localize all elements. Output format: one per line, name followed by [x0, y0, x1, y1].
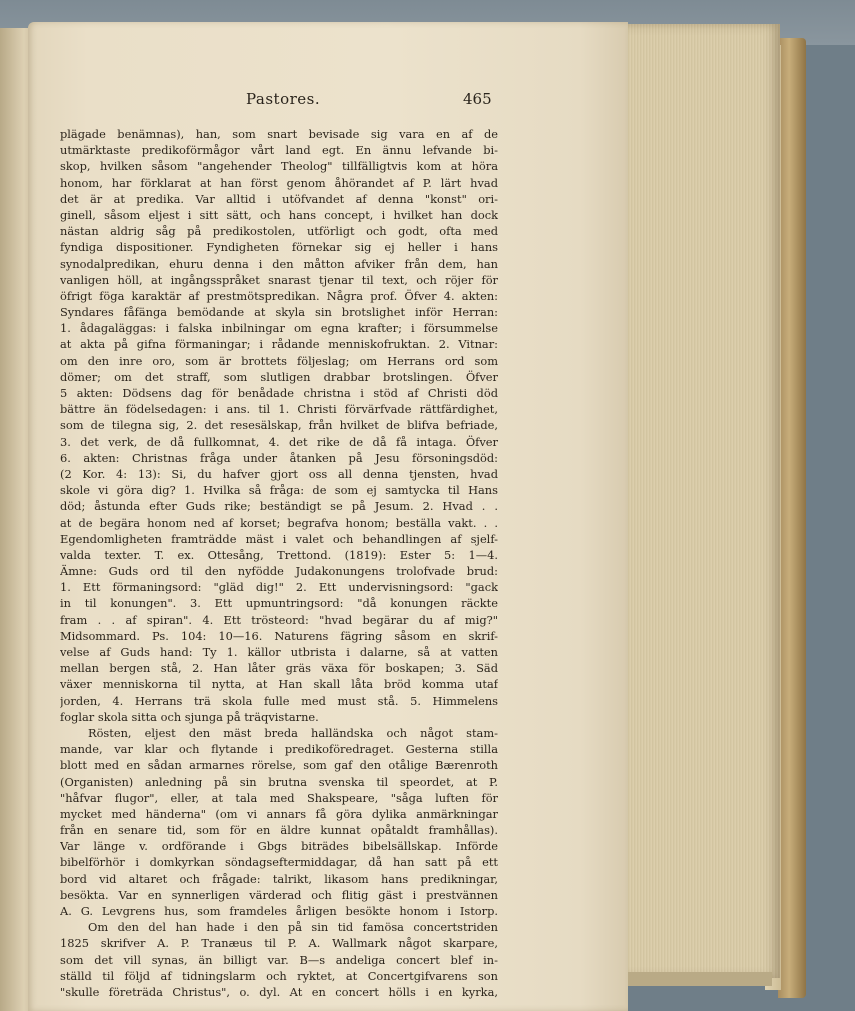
text-line: besökta. Var en synnerligen värderad och flitig gäst i prestvännen [60, 887, 498, 902]
text-line: skole vi göra dig? 1. Hvilka så fråga: de som ej samtycka til Hans [60, 483, 498, 498]
text-line: Om den del han hade i den på sin tid famösa concertstriden [88, 920, 498, 935]
text-line: (2 Kor. 4: 13): Si, du hafver gjort oss all denna tjensten, hvad [60, 466, 498, 481]
text-line: som de tilegna sig, 2. det resesälskap, från hvilket de blifva befriade, [60, 418, 498, 433]
text-line: Egendomligheten framträdde mäst i valet och behandlingen af sjelf- [60, 531, 498, 546]
text-line: utmärktaste predikoförmågor vårt land egt. En ännu lefvande bi- [60, 143, 498, 158]
text-line: öfrigt föga karaktär af prestmötspredikan. Några prof. Öfver 4. akten: [60, 288, 498, 303]
page-number: 465 [463, 90, 492, 108]
text-line: at de begära honom ned af korset; begrafva honom; beställa vakt. . . [60, 515, 498, 530]
text-line: fram . . af spiran". 4. Ett tröstеord: "hvad begärar du af mig?" [60, 612, 498, 627]
book-cover-edge [778, 38, 806, 998]
text-line: ginell, såsom eljest i sitt sätt, och hans concept, i hvilket han dock [60, 207, 498, 222]
text-line: vanligen höll, at ingångsspråket snarast tjenar til text, och röjer för [60, 272, 498, 287]
text-line: nästan aldrig såg på predikostolen, utförligt och godt, ofta med [60, 224, 498, 239]
text-line: in til konungen". 3. Ett upmuntringsord: "då konungen räckte [60, 596, 498, 611]
page-stack-edges [622, 24, 780, 978]
text-line: bättre än födelsedagen: i ans. til 1. Christi förvärfvade rättfärdighet, [60, 402, 498, 417]
text-line: mycket med händerna" (om vi annars få göra dylika anmärkningar [60, 806, 498, 821]
text-line: bord vid altaret och frågade: talrikt, likasom hans predikningar, [60, 871, 498, 886]
page-stack-bottom [622, 972, 772, 986]
text-line: det är at predika. Var alltid i utöfvandet af denna "konst" ori- [60, 191, 498, 206]
text-line: "håfvar flugor", eller, at tala med Shakspeare, "såga luften för [60, 790, 498, 805]
text-line: jorden, 4. Herrans trä skola fulle med must stå. 5. Himmelens [60, 693, 498, 708]
text-line: 1. Ett förmaningsord: "gläd dig!" 2. Ett undervisningsord: "gack [60, 580, 498, 595]
text-line: död; åstunda efter Guds rike; beständigt se på Jesum. 2. Hvad . . [60, 499, 498, 514]
text-line: 6. akten: Christnas fråga under åtanken på Jesu försoningsdöd: [60, 450, 498, 465]
text-line: 3. det verk, de då fullkomnat, 4. det rike de då få intaga. Öfver [60, 434, 498, 449]
text-line: fyndiga dispositioner. Fyndigheten förnekar sig ej heller i hans [60, 240, 498, 255]
text-line: plägade benämnas), han, som snart bevisade sig vara en af de [60, 127, 498, 141]
text-line: honom, har förklarat at han först genom åhörandet af P. lärt hvad [60, 175, 498, 190]
text-line: från en senare tid, som för en äldre kunnat opåtaldt framhållas). [60, 823, 498, 838]
text-line: synodalpredikan, ehuru denna i den måtton afviker från dem, han [60, 256, 498, 271]
text-line: 1. ådagaläggas: i falska inbilningar om egna krafter; i försummelse [60, 321, 498, 336]
text-line: foglar skola sitta och sjunga på träqvistarne. [60, 709, 319, 724]
text-line: skop, hvilken såsom "angehender Theolog" tillfälligtvis kom at höra [60, 159, 498, 174]
text-line: mande, var klar och flytande i predikoföredraget. Gesterna stilla [60, 742, 498, 757]
text-line: Syndares fåfänga bemödande at skyla sin brotslighet inför Herran: [60, 305, 498, 320]
text-line: Var länge v. ordförande i Gbgs biträdes bibelsällskap. Införde [60, 839, 498, 854]
text-line: blott med en sådan armarnes rörelse, som gaf den otålige Bærenroth [60, 758, 498, 773]
text-line: at akta på gifna förmaningar; i rådande menniskofruktan. 2. Vitnar: [60, 337, 498, 352]
text-line: växer menniskorna til nytta, at Han skall låta bröd komma utaf [60, 677, 498, 692]
text-line: A. G. Levgrens hus, som framdeles årligen besökte honom i Istorp. [60, 904, 498, 918]
text-line: Ämne: Guds ord til den nyfödde Judakonungens trolofvade brud: [60, 564, 498, 579]
text-line: bibelförhör i domkyrkan söndagseftermiddagar, då han satt på ett [60, 855, 498, 870]
text-line: (Organisten) anledning på sin brutna svenska til speordet, at P. [60, 774, 498, 789]
text-line: dömer; om det straff, som slutligen drabbar brotslingen. Öfver [60, 369, 498, 384]
text-line: 5 akten: Dödsens dag för benådade christna i stöd af Christi död [60, 386, 498, 400]
page-header [0, 90, 855, 108]
text-line: Rösten, eljest den mäst breda halländska och något stam- [88, 725, 498, 740]
text-line: som det vill synas, än billigt var. B—s andeliga concert blef in- [60, 952, 498, 967]
text-line: valda texter. T. ex. Ottesång, Trettond. (1819): Ester 5: 1—4. [60, 547, 498, 562]
text-line: velse af Guds hand: Ty 1. källor utbrista i dalarne, så at vatten [60, 645, 498, 659]
text-line: Midsommard. Ps. 104: 10—16. Naturens fägring såsom en skrif- [60, 628, 498, 643]
body-text [60, 126, 498, 1000]
text-line: mellan bergen stå, 2. Han låter gräs växa för boskapen; 3. Säd [60, 661, 498, 676]
text-line: ställd til följd af tidningslarm och ryktet, at Concertgifvarens son [60, 968, 498, 983]
running-head: Pastores. [246, 90, 321, 108]
text-line: 1825 skrifver A. P. Tranæus til P. A. Wallmark något skarpare, [60, 936, 498, 951]
text-line: "skulle företräda Christus", o. dyl. At en concert hölls i en kyrka, [60, 984, 498, 999]
text-line: om den inre oro, som är brottets följeslag; om Herrans ord som [60, 353, 498, 368]
